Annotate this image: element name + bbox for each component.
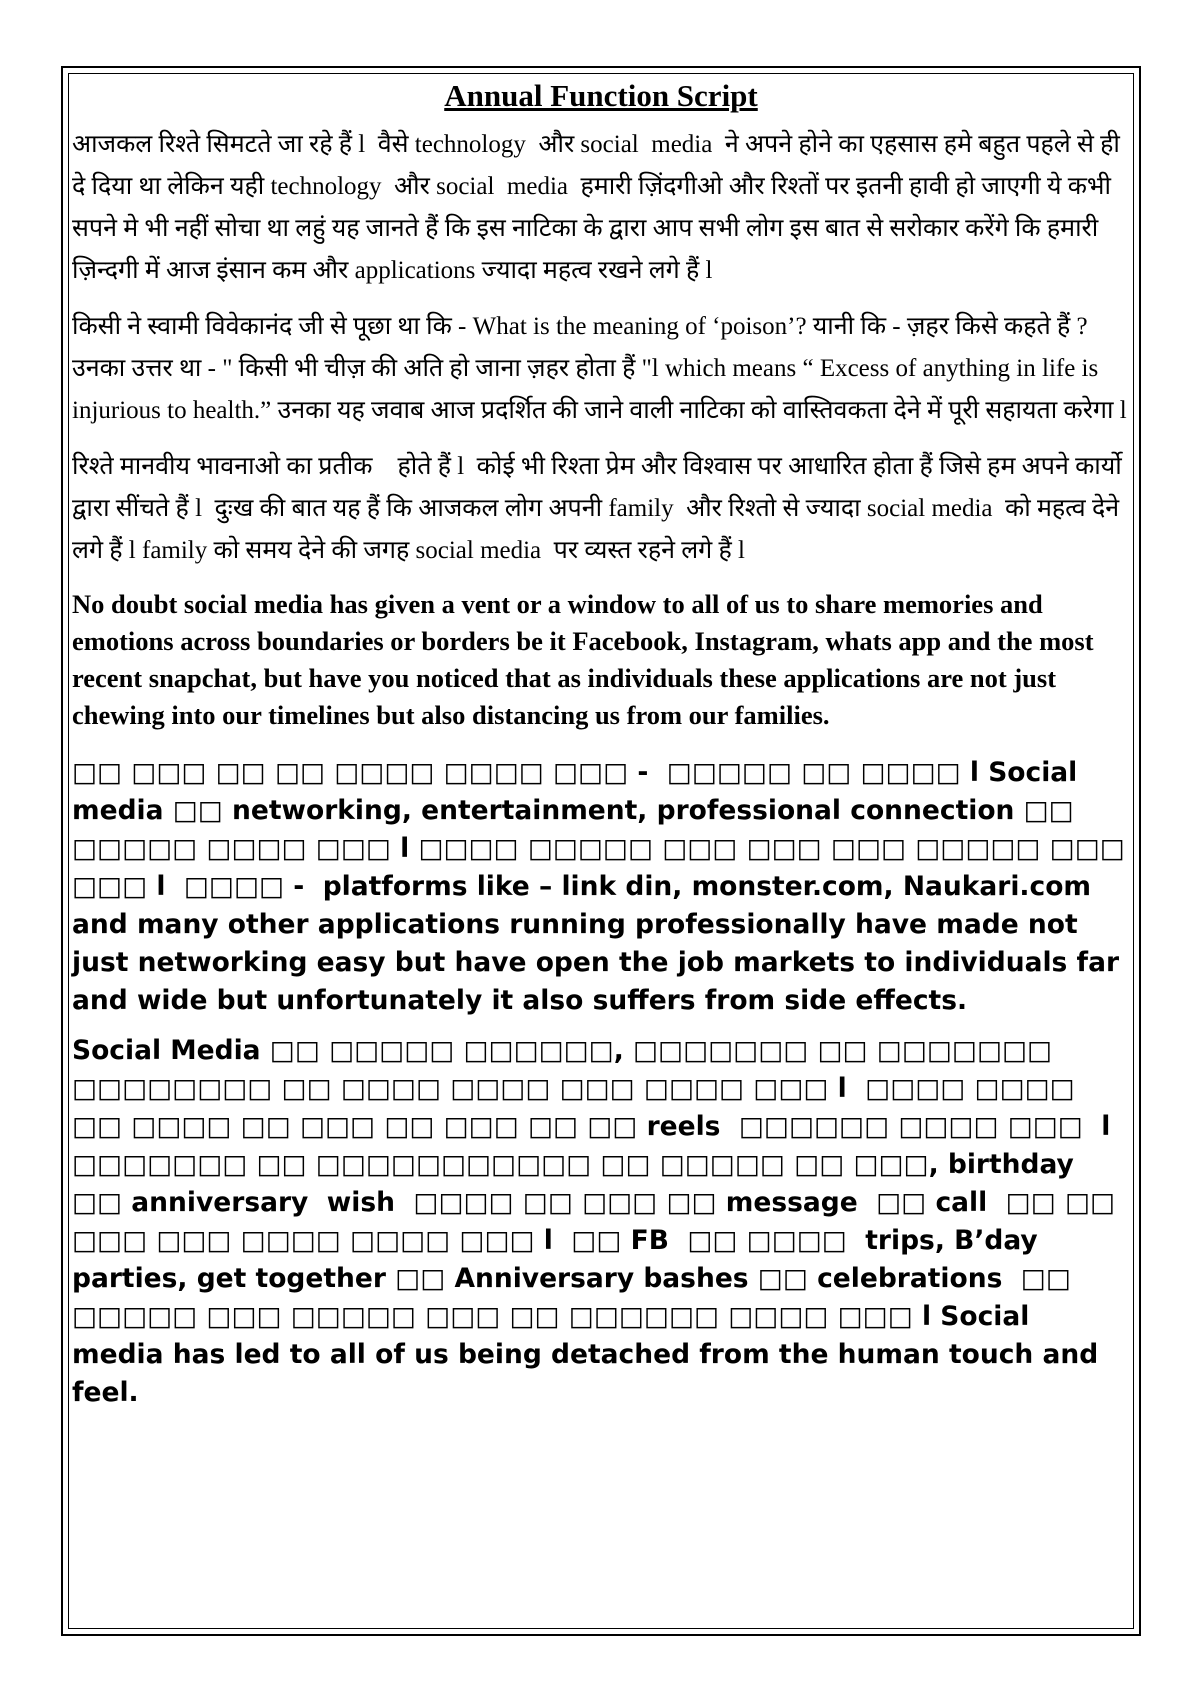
paragraph-networking: □□ □□□ □□ □□ □□□□ □□□□ □□□ - □□□□□ □□ □□□□ l Social media □□ networking, entertainment, professional connection □□ □□□□□ □□□□ □□□ l □□□□ □□□□□ □□□ □□□ □□□ □□□□□ □□□ □□□ l □□□□ - platforms like – link din, monster.com, Naukari.com and many other applications running professionally have made not just networking easy but have open the job markets to individuals far and wide but unfortunately it also suffers from side effects. [72,757,1135,1016]
paragraph-poison-quote: किसी ने स्वामी विवेकानंद जी से पूछा था कि - What is the meaning of ‘poison’? यानी कि - ज़हर किसे कहते हैं ? उनका उत्तर था - " किसी भी चीज़ की अति हो जाना ज़हर होता हैं "l which means “ Excess of anything in life is injurious to health.” उनका यह जवाब आज प्रदर्शित की जाने वाली नाटिका को वास्तिवकता देने में पूरी सहायता करेगा l [72,313,1127,424]
paragraph-social-media-english: No doubt social media has given a vent or a window to all of us to share memories and emotions across boundaries or borders be it Facebook, Instagram, whats app and the most recent snapchat, but have you noticed that as individuals these applications are not just chewing into our timelines but also distancing us from our families. [72,589,1101,730]
paragraph-intro: आजकल रिश्ते सिमटते जा रहे हैं l वैसे technology और social media ने अपने होने का एहसास हमे बहुत पहले से ही दे दिया था लेकिन यही technology और social media हमारी ज़िंदगीओ और रिश्तों पर इतनी हावी हो जाएगी ये कभी सपने मे भी नहीं सोचा था लहुं यह जानते हैं कि इस नाटिका के द्वारा आप सभी लोग इस बात से सरोकार करेंगे कि हमारी ज़िन्दगी में आज इंसान कम और applications ज्यादा महत्व रखने लगे हैं l [72,131,1127,284]
paragraph-relationships: रिश्ते मानवीय भावनाओ का प्रतीक होते हैं l कोई भी रिश्ता प्रेम और विश्वास पर आधारित होता हैं जिसे हम अपने कार्यो द्वारा सींचते हैं l दुःख की बात यह हैं कि आजकल लोग अपनी family और रिश्तो से ज्यादा social media को महत्व देने लगे हैं l family को समय देने की जगह social media पर व्यस्त रहने लगे हैं l [72,453,1128,564]
paragraph-side-effects: Social Media □□ □□□□□ □□□□□□, □□□□□□□ □□ □□□□□□□ □□□□□□□□ □□ □□□□ □□□□ □□□ □□□□ □□□ l □□□□ □□□□ □□ □□□□ □□ □□□ □□ □□□ □□ □□ reels □□□□□□ □□□□ □□□ l □□□□□□□ □□ □□□□□□□□□□□ □□ □□□□□ □□ □□□, birthday □□ anniversary wish □□□□ □□ □□□ □□ message □□ call □□ □□ □□□ □□□ □□□□ □□□□ □□□ l □□ FB □□ □□□□ trips, B’day parties, get together □□ Anniversary bashes □□ celebrations □□ □□□□□ □□□ □□□□□ □□□ □□ □□□□□□ □□□□ □□□ l Social media has led to all of us being detached from the human touch and feel. [72,1035,1129,1408]
document-body [72,74,1135,1412]
document-title: Annual Function Script [444,78,758,113]
